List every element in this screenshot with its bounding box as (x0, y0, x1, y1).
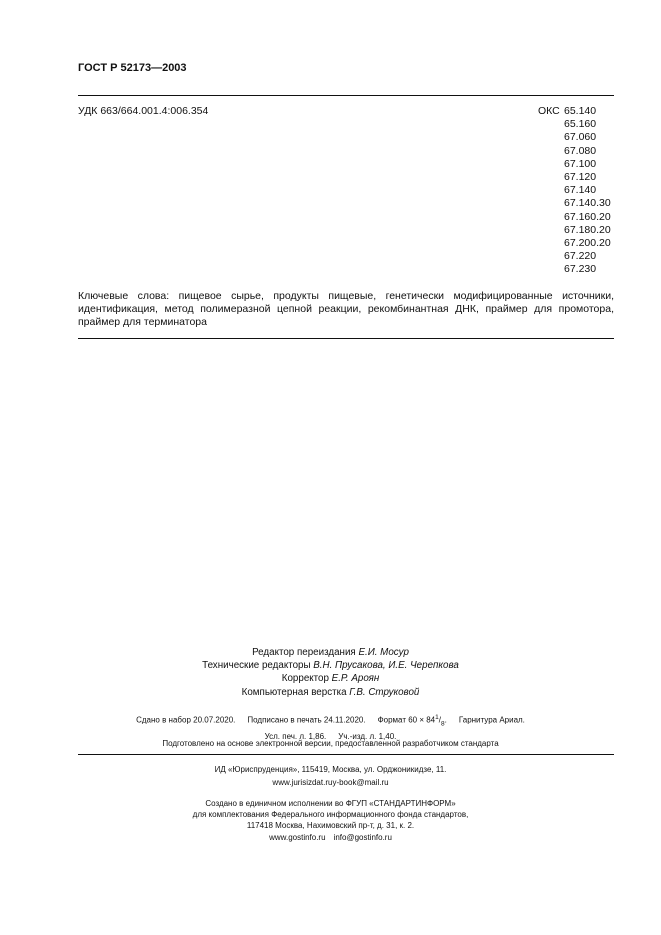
oks-code: 67.100 (564, 157, 597, 170)
created-block: Создано в единичном исполнении во ФГУП «СТАНДАРТИНФОРМ» для комплектования Федерального информационного фонда стандартов, 117418 Москва, Нахимовский пр-т, д. 31, к. 2. www.gostinfo.ru info@gostinfo.ru (192, 799, 469, 842)
udk-code: УДК 663/664.001.4:006.354 (78, 105, 209, 117)
credits-block (100, 646, 561, 699)
top-divider (78, 95, 614, 96)
publisher-site-link[interactable]: www.jurisizdat.ru (272, 777, 333, 787)
oks-code: 67.230 (564, 263, 597, 276)
editor-line: Редактор переиздания Е.И. Мосур (252, 647, 409, 658)
oks-code: 67.220 (564, 250, 597, 263)
oks-code: 67.160.20 (564, 210, 611, 223)
gostinfo-email-link[interactable]: info@gostinfo.ru (333, 832, 392, 842)
print-info-line1: Сдано в набор 20.07.2020. Подписано в печать 24.11.2020. Формат $60 \times 84^1/_8$. Гарнитура Ариал. (136, 714, 525, 728)
layout-line: Компьютерная верстка Г.В. Струковой (241, 686, 420, 698)
oks-code: 65.140 (564, 105, 597, 117)
oks-label: ОКС (538, 105, 560, 117)
oks-code: 67.180.20 (564, 223, 611, 236)
oks-code: 67.080 (564, 144, 597, 157)
document-number: ГОСТ Р 52173—2003 (78, 62, 187, 74)
oks-code: 67.120 (564, 171, 597, 184)
keywords-paragraph: Ключевые слова: пищевое сырье, продукты пищевые, генетически модифицированные источники, идентификация, метод полимеразной цепной реакции, рекомбинантная ДНК, праймер для промотора, праймер для терминатора (78, 290, 614, 329)
oks-code: 67.200.20 (564, 237, 611, 250)
gostinfo-site-link[interactable]: www.gostinfo.ru (269, 832, 326, 842)
print-info-line2: Усл. печ. л. 1,86. Уч.-изд. л. 1,40. (264, 732, 397, 742)
corrector-line: Корректор Е.Р. Ароян (281, 673, 380, 685)
oks-code: 67.140 (564, 184, 597, 197)
oks-code: 67.140.30 (564, 197, 611, 210)
imprint-divider (78, 754, 614, 755)
publisher-email-link[interactable]: y-book@mail.ru (332, 777, 389, 787)
tech-editors-line: Технические редакторы В.Н. Прусакова, И.Е. Черепкова (202, 660, 459, 672)
oks-code: 65.160 (564, 118, 597, 131)
publisher-block: ИД «Юриспруденция», 115419, Москва, ул. Орджоникидзе, 11. www.jurisizdat.ruy-book@mail.ru (214, 765, 447, 787)
oks-code-list (564, 105, 611, 277)
prepared-note: Подготовлено на основе электронной версии, предоставленной разработчиком стандарта (162, 739, 499, 748)
oks-code: 67.060 (564, 131, 597, 144)
keywords-divider (78, 338, 614, 339)
